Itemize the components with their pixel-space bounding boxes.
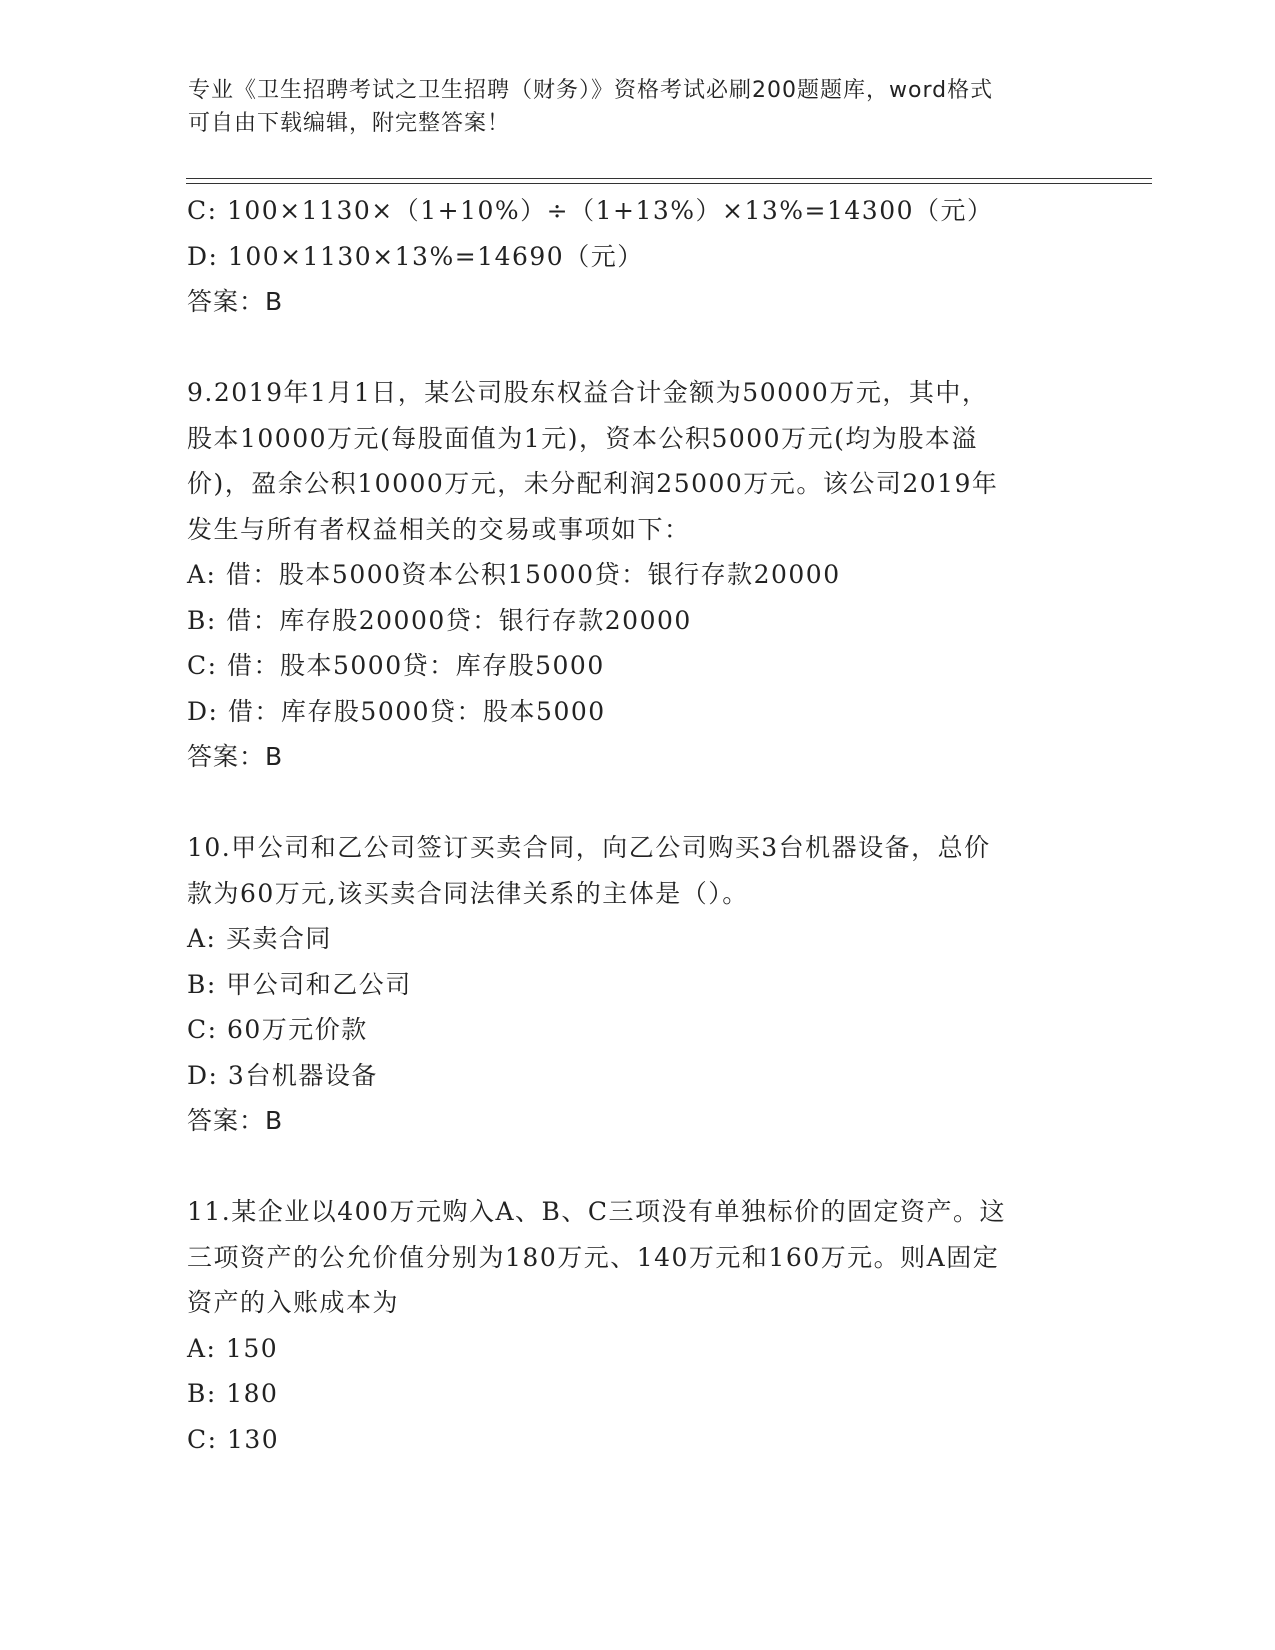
question-10 bbox=[187, 825, 1087, 1144]
q11-option-c: C: 130 bbox=[187, 1424, 280, 1454]
header-divider-bottom bbox=[186, 183, 1152, 184]
header-line-2: 可自由下载编辑，附完整答案！ bbox=[188, 111, 511, 136]
spacer bbox=[187, 325, 1087, 371]
document-header bbox=[188, 74, 1088, 140]
q9-stem-line-4: 发生与所有者权益相关的交易或事项如下： bbox=[187, 514, 691, 544]
q10-option-b: B: 甲公司和乙公司 bbox=[187, 969, 412, 999]
q11-stem-line-2: 三项资产的公允价值分别为180万元、140万元和160万元。则A固定 bbox=[187, 1242, 1000, 1272]
q9-option-b: B: 借：库存股20000贷：银行存款20000 bbox=[187, 605, 692, 635]
q9-option-a: A: 借：股本5000资本公积15000贷：银行存款20000 bbox=[187, 560, 841, 589]
spacer bbox=[187, 1144, 1087, 1190]
q9-option-c: C: 借：股本5000贷：库存股5000 bbox=[187, 651, 605, 680]
q11-option-b: B: 180 bbox=[187, 1379, 279, 1408]
q10-option-c: C: 60万元价款 bbox=[187, 1015, 368, 1044]
q11-option-a: A: 150 bbox=[187, 1333, 279, 1363]
header-divider-top bbox=[186, 178, 1152, 179]
question-11 bbox=[187, 1189, 1087, 1462]
question-8 bbox=[187, 188, 1087, 325]
q10-option-a: A: 买卖合同 bbox=[187, 924, 332, 953]
q9-option-d: D: 借：库存股5000贷：股本5000 bbox=[187, 696, 606, 726]
q11-stem-line-1: 11.某企业以400万元购入A、B、C三项没有单独标价的固定资产。这 bbox=[187, 1197, 1007, 1226]
q9-stem-line-2: 股本10000万元(每股面值为1元)，资本公积5000万元(均为股本溢 bbox=[187, 423, 978, 453]
q8-option-d: D: 100×1130×13%=14690（元） bbox=[187, 241, 644, 271]
header-line-1: 专业《卫生招聘考试之卫生招聘（财务）》资格考试必刷200题题库，word格式 bbox=[188, 78, 994, 103]
question-content bbox=[187, 188, 1087, 1462]
spacer bbox=[187, 780, 1087, 826]
q10-option-d: D: 3台机器设备 bbox=[187, 1060, 378, 1090]
q11-stem-line-3: 资产的入账成本为 bbox=[187, 1288, 400, 1317]
question-9 bbox=[187, 370, 1087, 780]
q10-stem-line-1: 10.甲公司和乙公司签订买卖合同，向乙公司购买3台机器设备，总价 bbox=[187, 833, 991, 862]
q9-stem-line-3: 价)，盈余公积10000万元，未分配利润25000万元。该公司2019年 bbox=[187, 469, 999, 498]
q9-stem-line-1: 9.2019年1月1日，某公司股东权益合计金额为50000万元，其中， bbox=[187, 378, 989, 407]
q10-answer: 答案：B bbox=[187, 1106, 284, 1135]
q8-answer: 答案：B bbox=[187, 287, 284, 316]
q8-option-c: C: 100×1130×（1+10%）÷（1+13%）×13%=14300（元） bbox=[187, 196, 994, 225]
q10-stem-line-2: 款为60万元,该买卖合同法律关系的主体是（）。 bbox=[187, 878, 749, 908]
q9-answer: 答案：B bbox=[187, 742, 284, 771]
